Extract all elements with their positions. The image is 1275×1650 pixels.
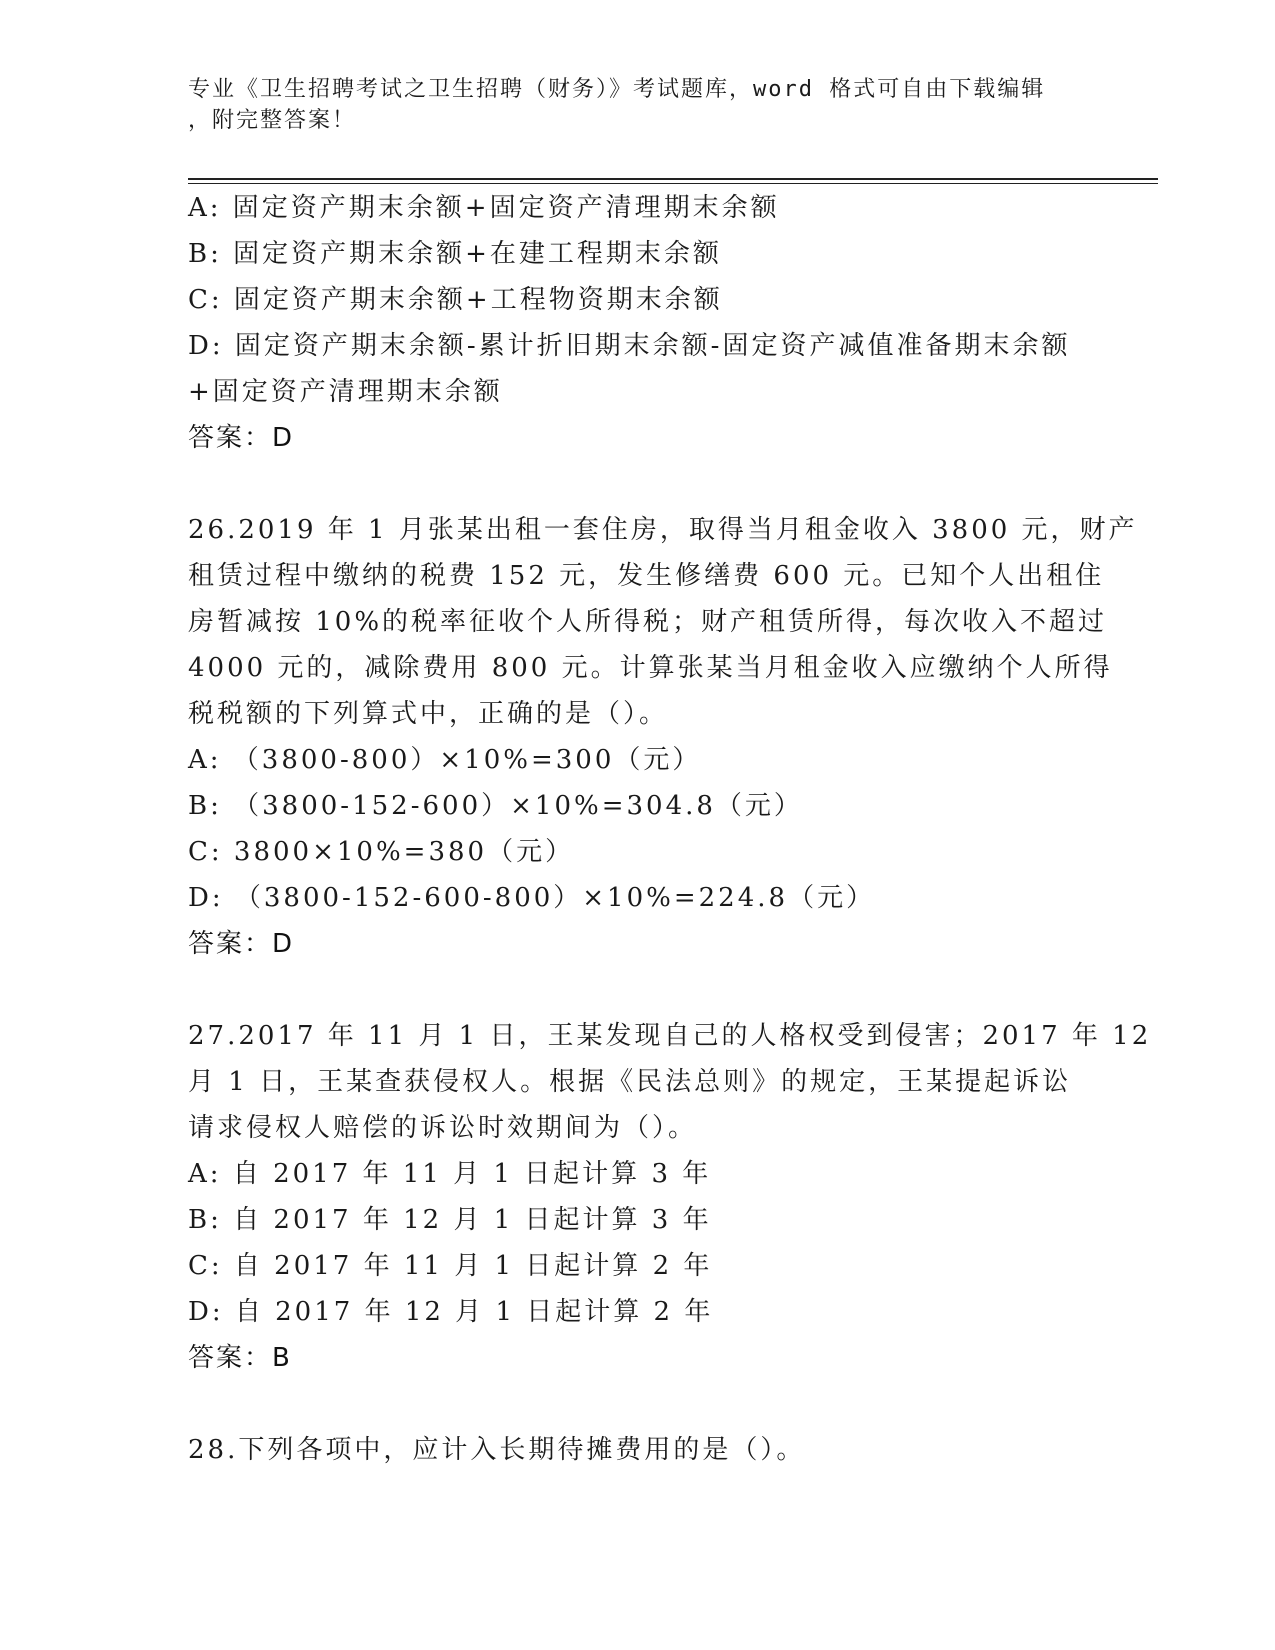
option-b: B: 固定资产期末余额+在建工程期末余额 (188, 239, 722, 269)
question-stem-line: 租赁过程中缴纳的税费 152 元，发生修缮费 600 元。已知个人出租住 (188, 561, 1105, 591)
option-c: C: 固定资产期末余额+工程物资期末余额 (188, 285, 723, 315)
question-list (188, 185, 1152, 1473)
question-stem-line: 27.2017 年 11 月 1 日，王某发现自己的人格权受到侵害；2017 年 12 (188, 1021, 1152, 1051)
option-a: A: （3800-800）×10%=300（元） (188, 745, 702, 775)
question-stem-line: 26.2019 年 1 月张某出租一套住房，取得当月租金收入 3800 元，财产 (188, 515, 1138, 545)
option-d: D: （3800-152-600-800）×10%=224.8（元） (188, 883, 876, 913)
question-stem-line: 税税额的下列算式中，正确的是（）。 (188, 699, 669, 729)
question-28 (188, 1427, 1088, 1473)
option-b: B: （3800-152-600）×10%=304.8（元） (188, 791, 803, 821)
header-line-1: 专业《卫生招聘考试之卫生招聘（财务）》考试题库，word 格式可自由下载编辑 (188, 77, 1046, 102)
question-27 (188, 1013, 1152, 1381)
question-stem-line: 月 1 日，王某查获侵权人。根据《民法总则》的规定，王某提起诉讼 (188, 1067, 1072, 1097)
header-divider-thick (188, 178, 1158, 180)
answer: 答案：D (188, 423, 295, 453)
question-stem-line: 28.下列各项中，应计入长期待摊费用的是（）。 (188, 1435, 806, 1465)
option-c: C: 自 2017 年 11 月 1 日起计算 2 年 (188, 1251, 713, 1281)
option-c: C: 3800×10%=380（元） (188, 837, 575, 867)
question-25 (188, 185, 1088, 461)
question-stem-line: 请求侵权人赔偿的诉讼时效期间为（）。 (188, 1113, 698, 1143)
option-d: D: 固定资产期末余额-累计折旧期末余额-固定资产减值准备期末余额 (188, 331, 1071, 361)
question-stem-line: 4000 元的，减除费用 800 元。计算张某当月租金收入应缴纳个人所得 (188, 653, 1113, 683)
answer: 答案：D (188, 929, 295, 959)
question-stem-line: 房暂减按 10%的税率征收个人所得税；财产租赁所得，每次收入不超过 (188, 607, 1108, 637)
option-d-continued: +固定资产清理期末余额 (188, 377, 503, 407)
option-a: A: 固定资产期末余额+固定资产清理期末余额 (188, 193, 780, 223)
answer: 答案：B (188, 1343, 292, 1373)
option-b: B: 自 2017 年 12 月 1 日起计算 3 年 (188, 1205, 712, 1235)
header-line-2: ，附完整答案！ (188, 108, 357, 133)
header-divider-thin (188, 183, 1158, 184)
option-a: A: 自 2017 年 11 月 1 日起计算 3 年 (188, 1159, 712, 1189)
option-d: D: 自 2017 年 12 月 1 日起计算 2 年 (188, 1297, 714, 1327)
question-26 (188, 507, 1138, 967)
page-header (188, 74, 1088, 136)
